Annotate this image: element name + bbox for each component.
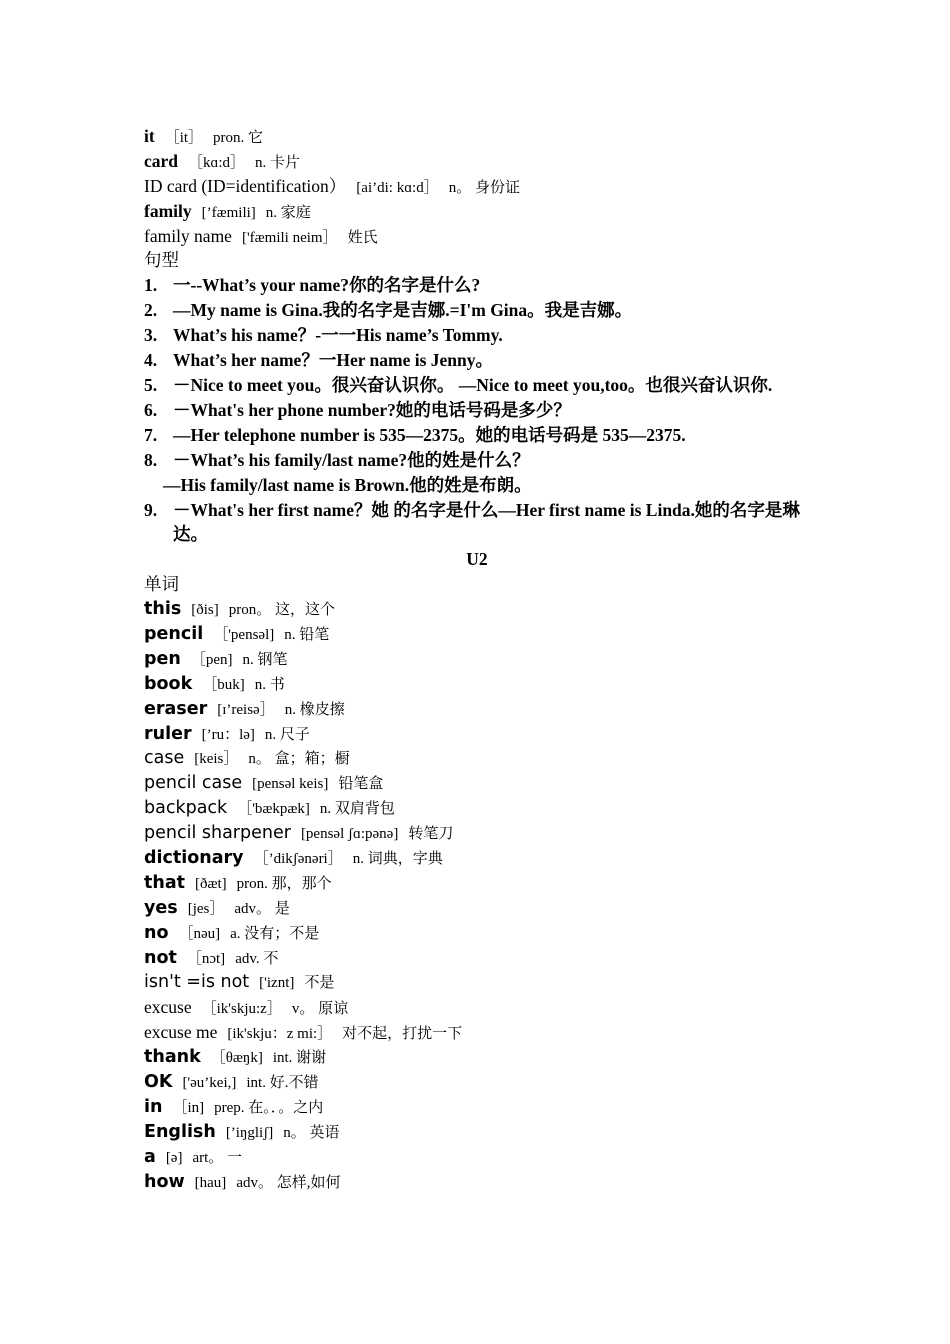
sentence-number: 4. bbox=[144, 350, 158, 371]
vocab-word: pen bbox=[144, 648, 181, 669]
vocab-word: that bbox=[144, 872, 185, 893]
sentence-text: －What’s his family/last name?他的姓是什么？ bbox=[173, 449, 530, 470]
vocab-definition: n. 橡皮擦 bbox=[284, 701, 345, 718]
vocab-definition: 姓氏 bbox=[347, 229, 378, 246]
vocab-definition: adv。 怎样,如何 bbox=[236, 1174, 341, 1191]
vocab-phonetic: ［buk] bbox=[202, 676, 245, 693]
sentence-9 bbox=[144, 498, 810, 548]
sentence-text: —Her telephone number is 535—2375。她的电话号码是 535—2375. bbox=[173, 424, 686, 445]
sentence-item bbox=[144, 448, 810, 473]
vocab-definition: art。 一 bbox=[192, 1149, 243, 1166]
vocab-word: pencil sharpener bbox=[144, 823, 291, 844]
vocab-definition: n. 家庭 bbox=[265, 204, 311, 221]
vocab-word: isn't =is not bbox=[144, 972, 250, 993]
vocab-definition: n。 英语 bbox=[283, 1124, 340, 1141]
vocab-entry bbox=[144, 846, 810, 871]
vocab-definition: n。 身份证 bbox=[448, 179, 520, 196]
sentence-item bbox=[144, 373, 810, 398]
vocab-definition: adv. 不 bbox=[235, 950, 279, 967]
vocab-word: case bbox=[144, 748, 185, 769]
vocab-entry bbox=[144, 672, 810, 697]
vocab-word: OK bbox=[144, 1072, 173, 1093]
vocab-phonetic: ［nɔt] bbox=[186, 950, 226, 967]
sentence-number: 8. bbox=[144, 449, 158, 470]
vocab-entry bbox=[144, 771, 810, 796]
vocab-definition: 转笔刀 bbox=[408, 826, 454, 843]
sentence-item bbox=[144, 348, 810, 373]
sentence-number: 3. bbox=[144, 325, 158, 346]
vocab-entry bbox=[144, 970, 810, 995]
vocab-entry bbox=[144, 1145, 810, 1170]
vocab-definition: int. 谢谢 bbox=[272, 1050, 327, 1067]
sentence-number: 9. bbox=[144, 499, 158, 520]
sentence-number: 7. bbox=[144, 424, 158, 445]
vocab-word: in bbox=[144, 1096, 163, 1117]
vocab-entry bbox=[144, 697, 810, 722]
vocab-phonetic: ［pen] bbox=[190, 651, 233, 668]
document-page bbox=[144, 124, 810, 1194]
vocab-entry bbox=[144, 1045, 810, 1070]
vocab-definition: n. 铅笔 bbox=[284, 626, 330, 643]
vocab-phonetic: [ai’di: kɑ:d］ bbox=[356, 179, 439, 196]
vocab-word: ID card (ID=identification） bbox=[144, 175, 347, 196]
vocab-definition: n. 词典，字典 bbox=[352, 851, 443, 867]
vocab-definition: 对不起，打扰一下 bbox=[342, 1026, 463, 1043]
vocab-definition: pron. 那，那个 bbox=[236, 875, 332, 892]
vocab-word: backpack bbox=[144, 798, 228, 819]
vocab-definition: n. 书 bbox=[254, 676, 285, 693]
vocab-phonetic: ［in] bbox=[172, 1099, 205, 1116]
sentence-item bbox=[144, 323, 810, 348]
vocab-phonetic: [’iŋgliʃ] bbox=[225, 1124, 274, 1141]
vocab-entry bbox=[144, 871, 810, 896]
vocab-phonetic: [pensəl ʃɑ:pənə] bbox=[300, 826, 399, 843]
vocab-phonetic: ［ik'skju:z］ bbox=[201, 1001, 282, 1018]
vocab-phonetic: ［'bækpæk] bbox=[237, 801, 310, 818]
vocab-definition: n. 尺子 bbox=[264, 726, 310, 743]
vocab-word: ruler bbox=[144, 723, 192, 744]
vocab-definition: prep. 在。．。之内 bbox=[214, 1099, 324, 1116]
vocab-word: pencil case bbox=[144, 773, 243, 794]
vocab-definition: pron. 它 bbox=[213, 130, 264, 146]
sentence-text: －Nice to meet you。很兴奋认识你。 —Nice to meet you,too。也很兴奋认识你. bbox=[173, 374, 773, 395]
vocab-phonetic: ［kɑ:d］ bbox=[188, 154, 246, 171]
vocab-entry bbox=[144, 921, 810, 946]
vocab-word: thank bbox=[144, 1047, 201, 1068]
vocab-phonetic: [’fæmili] bbox=[201, 204, 256, 221]
sentence-text: —My name is Gina.我的名字是吉娜.=I'm Gina。我是吉娜。 bbox=[173, 300, 633, 321]
vocab-phonetic: ［nəu] bbox=[178, 925, 221, 942]
sentence-text: －What's her phone number?她的电话号码是多少？ bbox=[173, 399, 571, 420]
vocab-definition: 铅笔盒 bbox=[338, 776, 384, 793]
vocab-word: yes bbox=[144, 897, 178, 918]
vocab-entry bbox=[144, 1020, 810, 1045]
vocab-definition: adv。 是 bbox=[234, 900, 290, 917]
sentence-text: What’s her name？一Her name is Jenny。 bbox=[173, 350, 494, 371]
vocab-heading: 单词 bbox=[144, 574, 179, 595]
vocab-phonetic: [ik'skju：z mi:］ bbox=[227, 1026, 333, 1043]
vocab-entry bbox=[144, 149, 810, 174]
vocab-definition: n。 盒；箱；橱 bbox=[248, 751, 350, 768]
vocab-entry bbox=[144, 746, 810, 771]
vocab-word: dictionary bbox=[144, 848, 244, 868]
vocab-entry bbox=[144, 722, 810, 747]
vocab-phonetic: [hau] bbox=[194, 1174, 227, 1191]
vocab-phonetic: ［θæŋk] bbox=[210, 1050, 263, 1067]
vocab-word: no bbox=[144, 922, 169, 943]
vocab-word: family name bbox=[144, 225, 232, 246]
vocab-entry bbox=[144, 647, 810, 672]
vocab-entry bbox=[144, 995, 810, 1020]
sentence-number: 6. bbox=[144, 399, 158, 420]
vocab-definition: n. 卡片 bbox=[255, 154, 301, 171]
sentence-list bbox=[144, 273, 810, 472]
vocab-word: excuse me bbox=[144, 1022, 218, 1043]
sentence-number: 5. bbox=[144, 374, 158, 395]
sentence-number: 1. bbox=[144, 275, 158, 296]
vocab-entry bbox=[144, 1170, 810, 1195]
vocab-word: English bbox=[144, 1121, 216, 1142]
sentence-text: What’s his name？-一一His name’s Tommy. bbox=[173, 325, 503, 346]
vocab-phonetic: [ɪ’reisə］ bbox=[217, 701, 275, 718]
vocab-entry bbox=[144, 124, 810, 149]
vocab-phonetic: [keis］ bbox=[194, 751, 239, 768]
vocab-entry bbox=[144, 1120, 810, 1145]
vocab-definition: v。 原谅 bbox=[291, 1001, 349, 1018]
vocab-phonetic: ［'pensəl] bbox=[213, 626, 275, 643]
vocab-phonetic: ［’dikʃənəri］ bbox=[253, 851, 343, 867]
vocab-word: how bbox=[144, 1171, 185, 1192]
vocab-word: family bbox=[144, 200, 192, 221]
vocab-list-u2 bbox=[144, 597, 810, 1194]
vocab-definition: n. 双肩背包 bbox=[319, 801, 395, 818]
vocab-entry bbox=[144, 1070, 810, 1095]
sentence-item bbox=[144, 273, 810, 298]
vocab-entry bbox=[144, 821, 810, 846]
vocab-word: it bbox=[144, 126, 155, 146]
vocab-phonetic: [ðæt] bbox=[195, 875, 227, 892]
vocab-phonetic: [’ru：lə] bbox=[201, 726, 255, 743]
vocab-entry bbox=[144, 796, 810, 821]
vocab-phonetic: [pensəl keis] bbox=[252, 776, 329, 793]
vocab-phonetic: ［it］ bbox=[164, 130, 204, 146]
sentence-number: 2. bbox=[144, 300, 158, 321]
vocab-entry bbox=[144, 946, 810, 971]
sentence-heading: 句型 bbox=[144, 250, 179, 271]
vocab-phonetic: [ðis] bbox=[191, 602, 219, 619]
vocab-definition: 不是 bbox=[304, 975, 335, 992]
vocab-word: pencil bbox=[144, 623, 204, 644]
vocab-word: excuse bbox=[144, 997, 192, 1018]
sentence-item bbox=[144, 398, 810, 423]
vocab-word: eraser bbox=[144, 698, 208, 719]
sentence-item bbox=[144, 298, 810, 323]
vocab-word: a bbox=[144, 1146, 156, 1167]
vocab-phonetic: ['fæmili neim］ bbox=[241, 229, 338, 246]
vocab-entry bbox=[144, 896, 810, 921]
vocab-word: card bbox=[144, 150, 179, 171]
vocab-definition: a. 没有；不是 bbox=[230, 925, 320, 942]
sentence-item bbox=[144, 423, 810, 448]
sentence-text: 一--What’s your name?你的名字是什么? bbox=[173, 275, 481, 296]
sentence-8-continuation: —His family/last name is Brown.他的姓是布朗。 bbox=[163, 474, 532, 495]
vocab-entry bbox=[144, 199, 810, 224]
vocab-phonetic: ['əu’kei,] bbox=[182, 1075, 237, 1092]
vocab-definition: int. 好.不错 bbox=[246, 1075, 319, 1092]
vocab-entry bbox=[144, 597, 810, 622]
vocab-word: not bbox=[144, 947, 177, 968]
unit-title: U2 bbox=[466, 549, 488, 570]
vocab-word: this bbox=[144, 599, 182, 620]
vocab-definition: pron。 这，这个 bbox=[228, 602, 335, 619]
vocab-list-u1 bbox=[144, 124, 810, 248]
vocab-entry bbox=[144, 1095, 810, 1120]
vocab-phonetic: [ə] bbox=[165, 1149, 183, 1166]
vocab-definition: n. 钢笔 bbox=[242, 651, 288, 668]
vocab-phonetic: ['iznt] bbox=[259, 975, 295, 992]
vocab-entry bbox=[144, 224, 810, 249]
vocab-entry bbox=[144, 622, 810, 647]
vocab-phonetic: [jes］ bbox=[187, 900, 225, 917]
vocab-word: book bbox=[144, 673, 193, 694]
vocab-entry bbox=[144, 174, 810, 199]
sentence-text: －What's her first name？她 的名字是什么—Her first name is Linda.她的名字是琳达。 bbox=[173, 499, 800, 545]
